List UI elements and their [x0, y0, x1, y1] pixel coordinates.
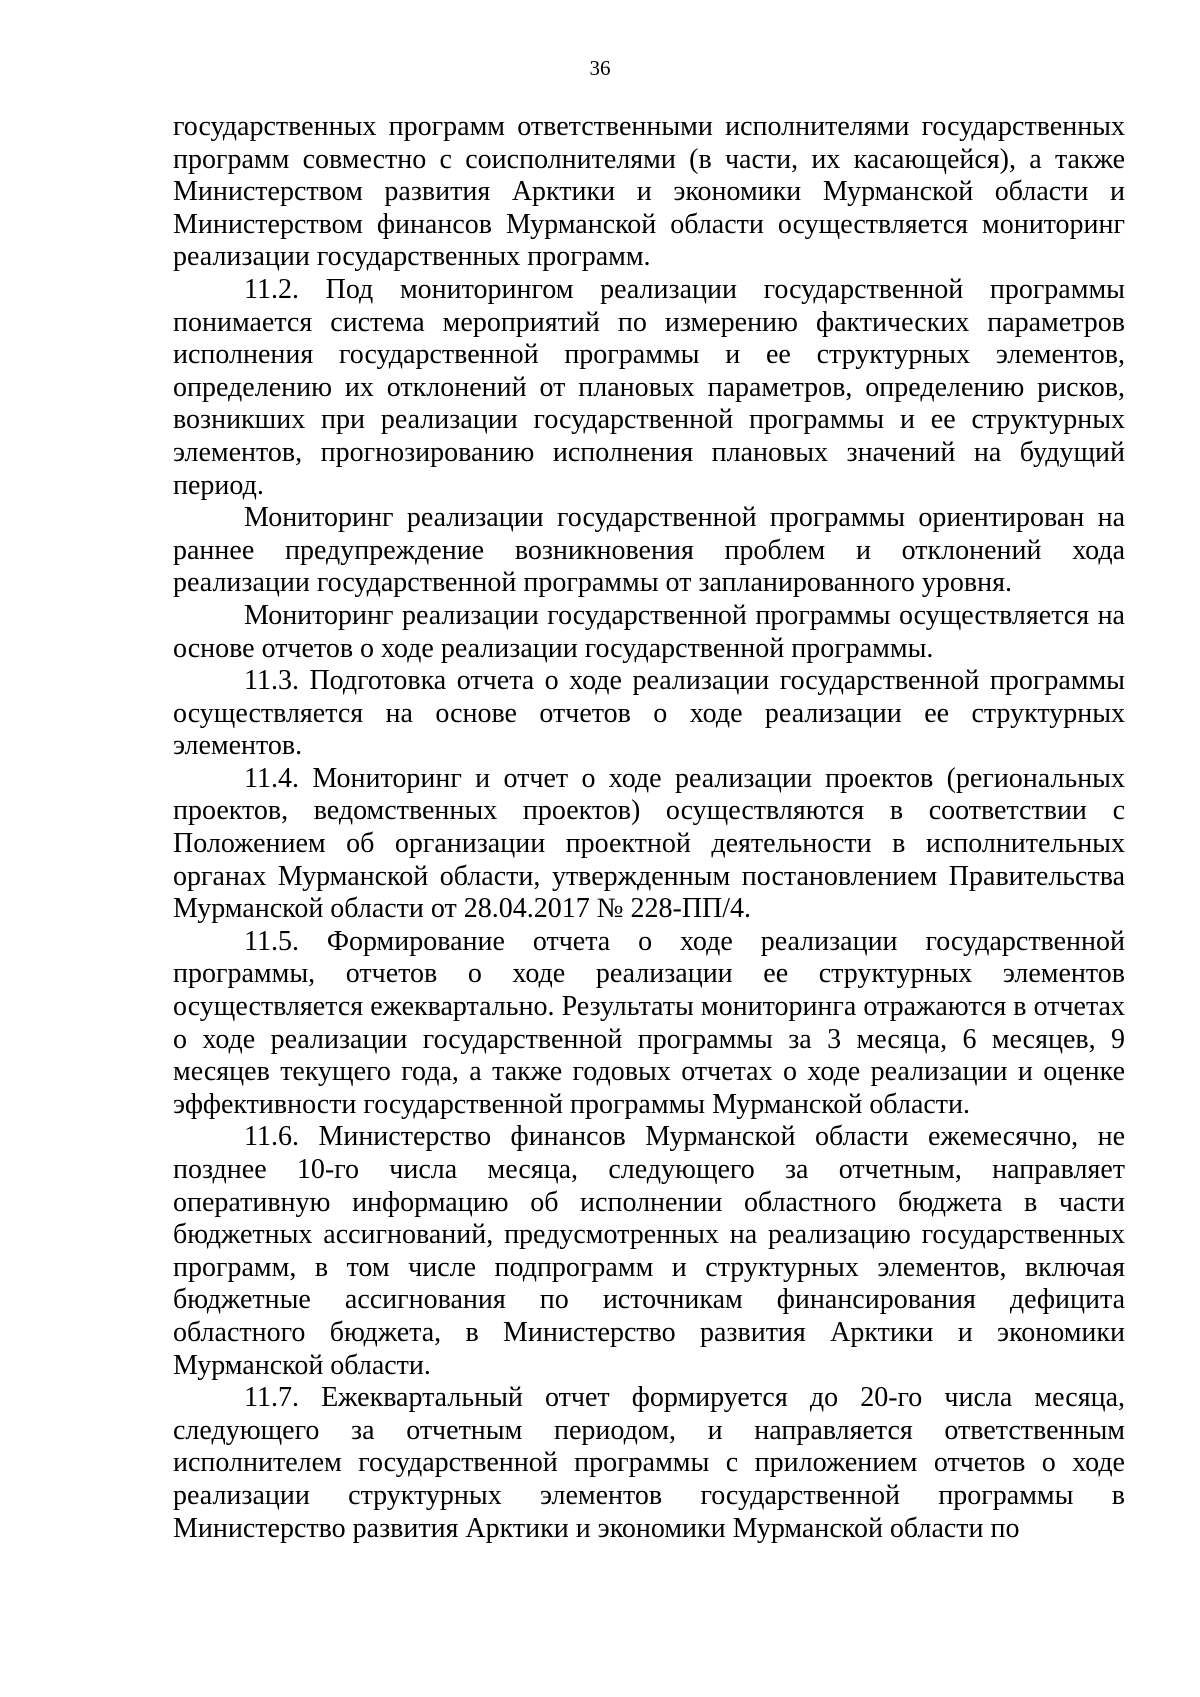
paragraph-11-4: 11.4. Мониторинг и отчет о ходе реализации проектов (региональных проектов, ведомственных проектов) осуществляются в соответствии с Положением об организации проектной деятельности в исполнительных органах Мурманской области, утвержденным постановлением Правительства Мурманской области от 28.04.2017 № 228-ПП/4.	[173, 762, 1125, 925]
document-body	[173, 111, 1125, 1545]
paragraph-11-6: 11.6. Министерство финансов Мурманской области ежемесячно, не позднее 10-го числа месяца, следующего за отчетным, направляет оперативную информацию об исполнении областного бюджета в части бюджетных ассигнований, предусмотренных на реализацию государственных программ, в том числе подпрограмм и структурных элементов, включая бюджетные ассигнования по источникам финансирования дефицита областного бюджета, в Министерство развития Арктики и экономики Мурманской области.	[173, 1121, 1125, 1381]
paragraph-11-3: 11.3. Подготовка отчета о ходе реализации государственной программы осуществляется на основе отчетов о ходе реализации ее структурных элементов.	[173, 665, 1125, 762]
paragraph-11-7: 11.7. Ежеквартальный отчет формируется до 20-го числа месяца, следующего за отчетным периодом, и направляется ответственным исполнителем государственной программы с приложением отчетов о ходе реализации структурных элементов государственной программы в Министерство развития Арктики и экономики Мурманской области по	[173, 1382, 1125, 1544]
paragraph-monitoring-goal: Мониторинг реализации государственной программы ориентирован на раннее предупреждение возникновения проблем и отклонений хода реализации государственной программы от запланированного уровня.	[173, 502, 1125, 599]
paragraph-11-2: 11.2. Под мониторингом реализации государственной программы понимается система мероприятий по измерению фактических параметров исполнения государственной программы и ее структурных элементов, определению их отклонений от плановых параметров, определению рисков, возникших при реализации государственной программы и ее структурных элементов, прогнозированию исполнения плановых значений на будущий период.	[173, 273, 1125, 501]
page-number: 36	[589, 56, 611, 80]
paragraph-monitoring-basis: Мониторинг реализации государственной программы осуществляется на основе отчетов о ходе реализации государственной программы.	[173, 599, 1125, 664]
paragraph-11-5: 11.5. Формирование отчета о ходе реализации государственной программы, отчетов о ходе реализации ее структурных элементов осуществляется ежеквартально. Результаты мониторинга отражаются в отчетах о ходе реализации государственной программы за 3 месяца, 6 месяцев, 9 месяцев текущего года, а также годовых отчетах о ходе реализации и оценке эффективности государственной программы Мурманской области.	[173, 925, 1125, 1120]
paragraph-continuation: государственных программ ответственными исполнителями государственных программ совместно с соисполнителями (в части, их касающейся), а также Министерством развития Арктики и экономики Мурманской области и Министерством финансов Мурманской области осуществляется мониторинг реализации государственных программ.	[173, 111, 1125, 273]
